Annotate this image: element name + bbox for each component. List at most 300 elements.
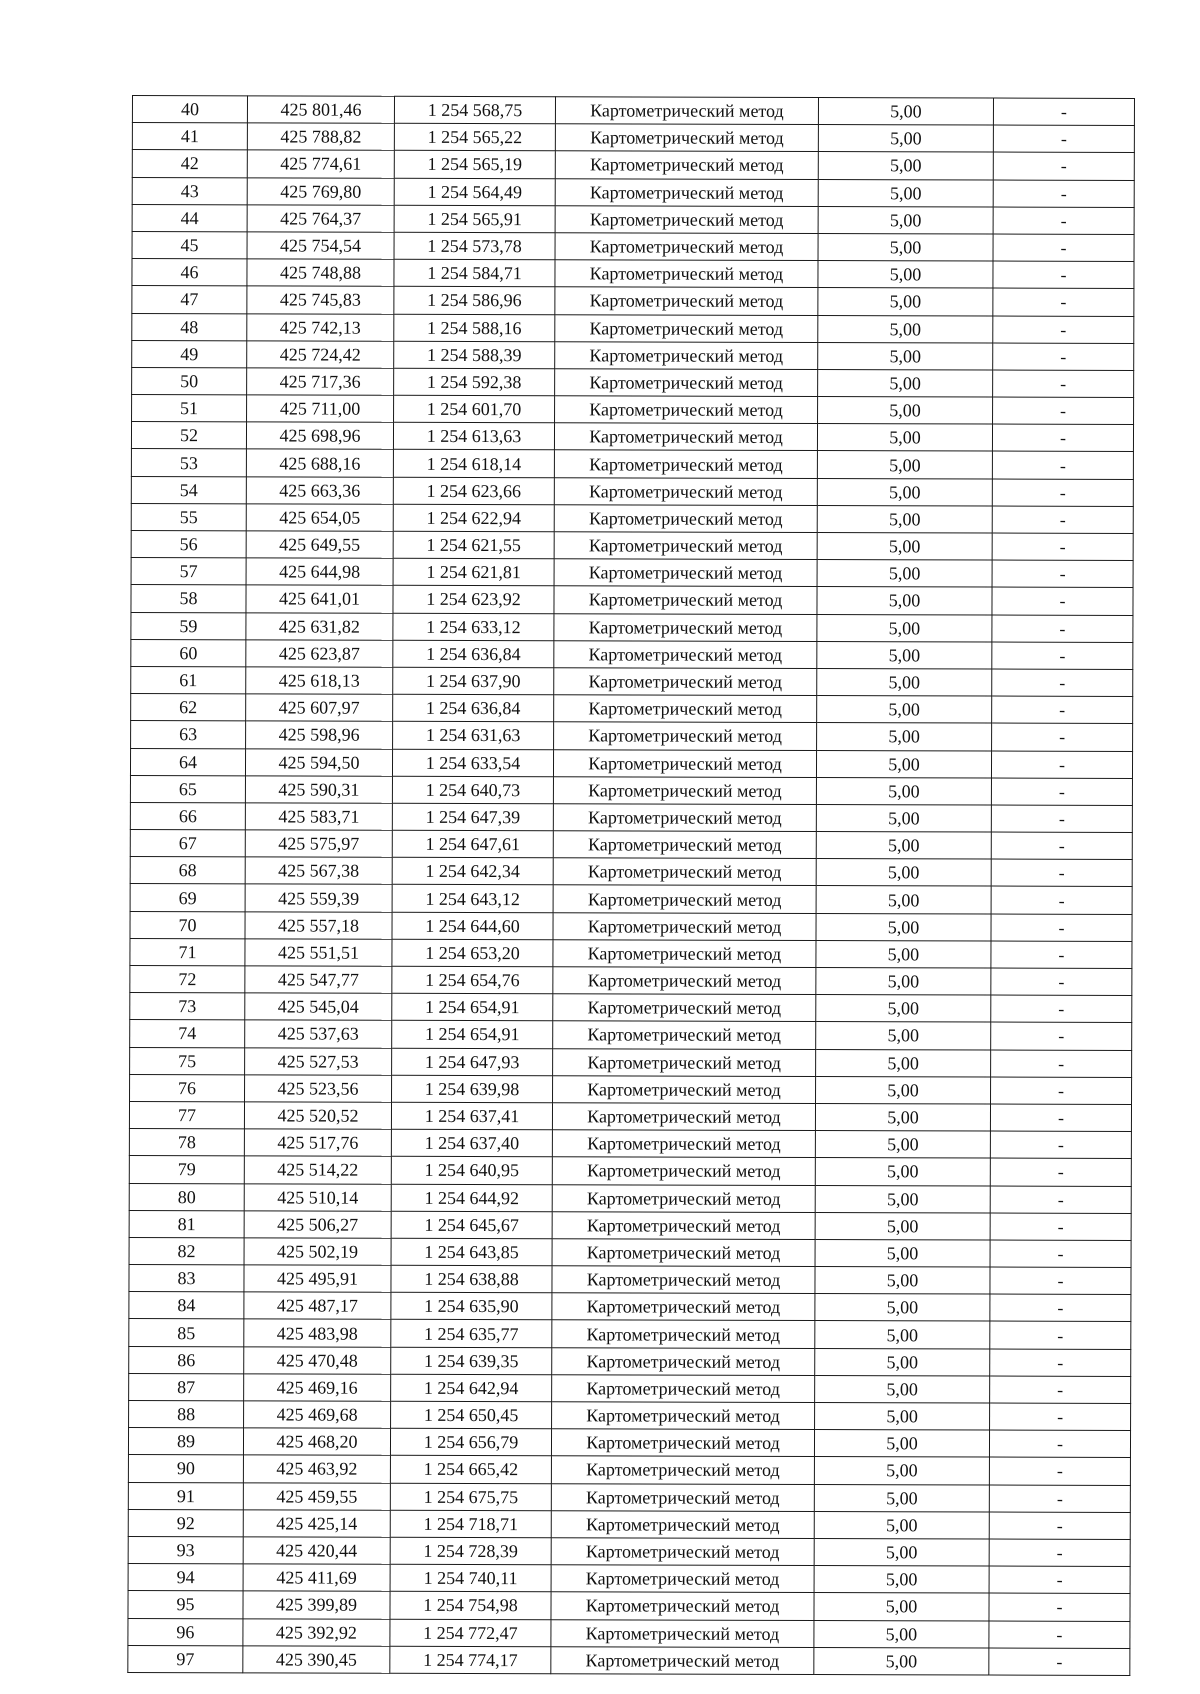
note-cell: - — [992, 451, 1133, 479]
table-row — [129, 1101, 1131, 1131]
x-coordinate-cell: 425 551,51 — [245, 939, 392, 967]
accuracy-cell: 5,00 — [816, 995, 991, 1023]
y-coordinate-cell: 1 254 754,98 — [390, 1592, 551, 1620]
y-coordinate-cell: 1 254 645,67 — [391, 1211, 552, 1239]
table-row — [128, 1591, 1130, 1621]
accuracy-cell: 5,00 — [815, 1212, 990, 1240]
note-cell: - — [990, 1213, 1131, 1241]
note-cell: - — [990, 1240, 1131, 1268]
note-cell: - — [991, 941, 1132, 969]
x-coordinate-cell: 425 463,92 — [243, 1455, 390, 1483]
table-row — [132, 123, 1134, 153]
point-number-cell: 56 — [131, 530, 246, 558]
method-cell: Картометрический метод — [555, 97, 818, 125]
accuracy-cell: 5,00 — [815, 1185, 990, 1213]
note-cell: - — [993, 98, 1134, 126]
method-cell: Картометрический метод — [553, 994, 816, 1022]
table-row — [132, 259, 1134, 289]
table-row — [128, 1536, 1130, 1566]
table-row — [130, 911, 1132, 941]
point-number-cell: 42 — [132, 150, 247, 178]
note-cell: - — [991, 805, 1132, 833]
point-number-cell: 43 — [132, 177, 247, 205]
table-row — [130, 1074, 1132, 1104]
table-row — [129, 1265, 1131, 1295]
table-row — [128, 1645, 1130, 1675]
note-cell: - — [989, 1621, 1130, 1649]
table-row — [128, 1455, 1130, 1485]
accuracy-cell: 5,00 — [817, 587, 992, 615]
table-row — [130, 857, 1132, 887]
method-cell: Картометрический метод — [554, 586, 817, 614]
table-row — [132, 150, 1134, 180]
note-cell: - — [992, 506, 1133, 534]
accuracy-cell: 5,00 — [816, 804, 991, 832]
y-coordinate-cell: 1 254 636,84 — [393, 640, 554, 668]
point-number-cell: 68 — [130, 857, 245, 885]
y-coordinate-cell: 1 254 635,90 — [391, 1293, 552, 1321]
x-coordinate-cell: 425 748,88 — [247, 259, 394, 287]
table-row — [132, 367, 1134, 397]
note-cell: - — [992, 615, 1133, 643]
x-coordinate-cell: 425 547,77 — [245, 966, 392, 994]
accuracy-cell: 5,00 — [817, 668, 992, 696]
table-row — [132, 204, 1134, 234]
accuracy-cell: 5,00 — [817, 478, 992, 506]
x-coordinate-cell: 425 754,54 — [247, 232, 394, 260]
method-cell: Картометрический метод — [555, 260, 818, 288]
note-cell: - — [993, 261, 1134, 289]
y-coordinate-cell: 1 254 654,76 — [392, 966, 553, 994]
y-coordinate-cell: 1 254 653,20 — [392, 939, 553, 967]
y-coordinate-cell: 1 254 740,11 — [390, 1564, 551, 1592]
x-coordinate-cell: 425 468,20 — [243, 1428, 390, 1456]
note-cell: - — [993, 180, 1134, 208]
method-cell: Картометрический метод — [553, 749, 816, 777]
method-cell: Картометрический метод — [553, 804, 816, 832]
y-coordinate-cell: 1 254 588,16 — [394, 314, 555, 342]
table-row — [131, 530, 1133, 560]
table-row — [131, 503, 1133, 533]
note-cell: - — [993, 316, 1134, 344]
note-cell: - — [989, 1566, 1130, 1594]
point-number-cell: 86 — [129, 1346, 244, 1374]
accuracy-cell: 5,00 — [814, 1484, 989, 1512]
y-coordinate-cell: 1 254 637,41 — [391, 1102, 552, 1130]
point-number-cell: 64 — [130, 748, 245, 776]
x-coordinate-cell: 425 623,87 — [246, 640, 393, 668]
point-number-cell: 79 — [129, 1156, 244, 1184]
method-cell: Картометрический метод — [554, 532, 817, 560]
x-coordinate-cell: 425 483,98 — [244, 1319, 391, 1347]
accuracy-cell: 5,00 — [818, 369, 993, 397]
accuracy-cell: 5,00 — [815, 1294, 990, 1322]
table-row — [128, 1482, 1130, 1512]
y-coordinate-cell: 1 254 665,42 — [390, 1456, 551, 1484]
y-coordinate-cell: 1 254 650,45 — [391, 1401, 552, 1429]
y-coordinate-cell: 1 254 654,91 — [392, 993, 553, 1021]
y-coordinate-cell: 1 254 640,95 — [391, 1157, 552, 1185]
method-cell: Картометрический метод — [555, 124, 818, 152]
accuracy-cell: 5,00 — [818, 288, 993, 316]
method-cell: Картометрический метод — [552, 1266, 815, 1294]
x-coordinate-cell: 425 502,19 — [244, 1238, 391, 1266]
note-cell: - — [992, 479, 1133, 507]
x-coordinate-cell: 425 510,14 — [244, 1183, 391, 1211]
method-cell: Картометрический метод — [554, 722, 817, 750]
y-coordinate-cell: 1 254 565,19 — [394, 151, 555, 179]
y-coordinate-cell: 1 254 654,91 — [392, 1021, 553, 1049]
table-row — [132, 395, 1134, 425]
table-row — [131, 585, 1133, 615]
y-coordinate-cell: 1 254 642,94 — [391, 1374, 552, 1402]
table-row — [131, 476, 1133, 506]
method-cell: Картометрический метод — [552, 1103, 815, 1131]
table-row — [131, 449, 1133, 479]
point-number-cell: 96 — [128, 1618, 243, 1646]
method-cell: Картометрический метод — [555, 233, 818, 261]
note-cell: - — [992, 696, 1133, 724]
y-coordinate-cell: 1 254 565,91 — [394, 205, 555, 233]
table-row — [132, 231, 1134, 261]
accuracy-cell: 5,00 — [815, 1403, 990, 1431]
y-coordinate-cell: 1 254 618,14 — [393, 450, 554, 478]
x-coordinate-cell: 425 598,96 — [246, 721, 393, 749]
point-number-cell: 88 — [129, 1400, 244, 1428]
method-cell: Картометрический метод — [555, 341, 818, 369]
point-number-cell: 54 — [131, 476, 246, 504]
accuracy-cell: 5,00 — [815, 1348, 990, 1376]
accuracy-cell: 5,00 — [818, 179, 993, 207]
y-coordinate-cell: 1 254 643,85 — [391, 1238, 552, 1266]
y-coordinate-cell: 1 254 592,38 — [394, 368, 555, 396]
point-number-cell: 81 — [129, 1210, 244, 1238]
method-cell: Картометрический метод — [553, 1076, 816, 1104]
x-coordinate-cell: 425 631,82 — [246, 612, 393, 640]
table-row — [131, 558, 1133, 588]
y-coordinate-cell: 1 254 621,81 — [393, 558, 554, 586]
point-number-cell: 74 — [130, 1020, 245, 1048]
accuracy-cell: 5,00 — [815, 1131, 990, 1159]
y-coordinate-cell: 1 254 656,79 — [390, 1428, 551, 1456]
method-cell: Картометрический метод — [552, 1402, 815, 1430]
method-cell: Картометрический метод — [551, 1592, 814, 1620]
y-coordinate-cell: 1 254 643,12 — [392, 885, 553, 913]
table-row — [128, 1428, 1130, 1458]
point-number-cell: 87 — [129, 1373, 244, 1401]
method-cell: Картометрический метод — [553, 831, 816, 859]
note-cell: - — [992, 669, 1133, 697]
note-cell: - — [990, 1267, 1131, 1295]
x-coordinate-cell: 425 745,83 — [247, 286, 394, 314]
accuracy-cell: 5,00 — [815, 1321, 990, 1349]
point-number-cell: 78 — [129, 1129, 244, 1157]
y-coordinate-cell: 1 254 623,92 — [393, 586, 554, 614]
table-row — [130, 965, 1132, 995]
y-coordinate-cell: 1 254 637,40 — [391, 1129, 552, 1157]
table-row — [129, 1292, 1131, 1322]
y-coordinate-cell: 1 254 772,47 — [390, 1619, 551, 1647]
note-cell: - — [990, 1376, 1131, 1404]
table-row — [129, 1346, 1131, 1376]
note-cell: - — [990, 1403, 1131, 1431]
note-cell: - — [993, 343, 1134, 371]
table-row — [132, 340, 1134, 370]
point-number-cell: 60 — [131, 639, 246, 667]
x-coordinate-cell: 425 801,46 — [247, 96, 394, 124]
method-cell: Картометрический метод — [552, 1347, 815, 1375]
note-cell: - — [989, 1539, 1130, 1567]
point-number-cell: 94 — [128, 1564, 243, 1592]
x-coordinate-cell: 425 567,38 — [245, 857, 392, 885]
x-coordinate-cell: 425 594,50 — [245, 748, 392, 776]
note-cell: - — [989, 1593, 1130, 1621]
y-coordinate-cell: 1 254 601,70 — [394, 395, 555, 423]
accuracy-cell: 5,00 — [816, 859, 991, 887]
y-coordinate-cell: 1 254 644,60 — [392, 912, 553, 940]
accuracy-cell: 5,00 — [816, 1076, 991, 1104]
x-coordinate-cell: 425 774,61 — [247, 150, 394, 178]
x-coordinate-cell: 425 537,63 — [245, 1020, 392, 1048]
x-coordinate-cell: 425 698,96 — [246, 422, 393, 450]
point-number-cell: 44 — [132, 204, 247, 232]
point-number-cell: 59 — [131, 612, 246, 640]
table-row — [130, 748, 1132, 778]
point-number-cell: 76 — [130, 1074, 245, 1102]
point-number-cell: 52 — [131, 422, 246, 450]
y-coordinate-cell: 1 254 635,77 — [391, 1320, 552, 1348]
point-number-cell: 58 — [131, 585, 246, 613]
table-row — [128, 1509, 1130, 1539]
note-cell: - — [991, 1050, 1132, 1078]
accuracy-cell: 5,00 — [818, 152, 993, 180]
point-number-cell: 90 — [128, 1455, 243, 1483]
table-row — [131, 694, 1133, 724]
note-cell: - — [993, 370, 1134, 398]
point-number-cell: 63 — [131, 721, 246, 749]
x-coordinate-cell: 425 788,82 — [247, 123, 394, 151]
method-cell: Картометрический метод — [554, 668, 817, 696]
x-coordinate-cell: 425 420,44 — [243, 1537, 390, 1565]
note-cell: - — [990, 1158, 1131, 1186]
accuracy-cell: 5,00 — [816, 968, 991, 996]
y-coordinate-cell: 1 254 573,78 — [394, 232, 555, 260]
point-number-cell: 41 — [132, 123, 247, 151]
method-cell: Картометрический метод — [553, 912, 816, 940]
method-cell: Картометрический метод — [553, 776, 816, 804]
x-coordinate-cell: 425 557,18 — [245, 911, 392, 939]
x-coordinate-cell: 425 583,71 — [245, 803, 392, 831]
x-coordinate-cell: 425 618,13 — [246, 667, 393, 695]
point-number-cell: 95 — [128, 1591, 243, 1619]
y-coordinate-cell: 1 254 774,17 — [390, 1646, 551, 1674]
point-number-cell: 47 — [132, 286, 247, 314]
table-row — [132, 286, 1134, 316]
note-cell: - — [989, 1648, 1130, 1676]
y-coordinate-cell: 1 254 642,34 — [392, 858, 553, 886]
x-coordinate-cell: 425 663,36 — [246, 476, 393, 504]
x-coordinate-cell: 425 559,39 — [245, 884, 392, 912]
y-coordinate-cell: 1 254 647,39 — [392, 803, 553, 831]
accuracy-cell: 5,00 — [817, 723, 992, 751]
coordinate-table — [127, 95, 1135, 1676]
method-cell: Картометрический метод — [554, 477, 817, 505]
table-row — [131, 422, 1133, 452]
accuracy-cell: 5,00 — [814, 1647, 989, 1675]
method-cell: Картометрический метод — [554, 695, 817, 723]
accuracy-cell: 5,00 — [815, 1103, 990, 1131]
accuracy-cell: 5,00 — [816, 886, 991, 914]
accuracy-cell: 5,00 — [815, 1375, 990, 1403]
x-coordinate-cell: 425 470,48 — [244, 1346, 391, 1374]
method-cell: Картометрический метод — [555, 151, 818, 179]
accuracy-cell: 5,00 — [816, 777, 991, 805]
point-number-cell: 77 — [129, 1101, 244, 1129]
point-number-cell: 49 — [132, 340, 247, 368]
point-number-cell: 40 — [132, 96, 247, 124]
x-coordinate-cell: 425 590,31 — [245, 776, 392, 804]
table-row — [129, 1183, 1131, 1213]
method-cell: Картометрический метод — [552, 1320, 815, 1348]
note-cell: - — [990, 1321, 1131, 1349]
x-coordinate-cell: 425 469,16 — [244, 1374, 391, 1402]
point-number-cell: 50 — [132, 367, 247, 395]
accuracy-cell: 5,00 — [816, 750, 991, 778]
method-cell: Картометрический метод — [555, 178, 818, 206]
note-cell: - — [991, 832, 1132, 860]
note-cell: - — [991, 1022, 1132, 1050]
table-row — [129, 1237, 1131, 1267]
y-coordinate-cell: 1 254 568,75 — [394, 96, 555, 124]
method-cell: Картометрический метод — [555, 369, 818, 397]
y-coordinate-cell: 1 254 621,55 — [393, 531, 554, 559]
note-cell: - — [990, 1131, 1131, 1159]
accuracy-cell: 5,00 — [815, 1267, 990, 1295]
accuracy-cell: 5,00 — [816, 1049, 991, 1077]
method-cell: Картометрический метод — [554, 641, 817, 669]
x-coordinate-cell: 425 641,01 — [246, 585, 393, 613]
point-number-cell: 46 — [132, 259, 247, 287]
x-coordinate-cell: 425 517,76 — [244, 1129, 391, 1157]
table-row — [130, 938, 1132, 968]
x-coordinate-cell: 425 649,55 — [246, 531, 393, 559]
accuracy-cell: 5,00 — [816, 940, 991, 968]
table-row — [129, 1319, 1131, 1349]
note-cell: - — [992, 560, 1133, 588]
point-number-cell: 69 — [130, 884, 245, 912]
note-cell: - — [991, 751, 1132, 779]
x-coordinate-cell: 425 654,05 — [246, 504, 393, 532]
method-cell: Картометрический метод — [555, 206, 818, 234]
coordinate-table-body — [128, 96, 1135, 1676]
note-cell: - — [991, 886, 1132, 914]
accuracy-cell: 5,00 — [814, 1620, 989, 1648]
method-cell: Картометрический метод — [552, 1157, 815, 1185]
note-cell: - — [993, 397, 1134, 425]
point-number-cell: 84 — [129, 1292, 244, 1320]
point-number-cell: 89 — [128, 1428, 243, 1456]
point-number-cell: 71 — [130, 938, 245, 966]
y-coordinate-cell: 1 254 622,94 — [393, 504, 554, 532]
accuracy-cell: 5,00 — [814, 1430, 989, 1458]
note-cell: - — [991, 995, 1132, 1023]
note-cell: - — [990, 1294, 1131, 1322]
x-coordinate-cell: 425 724,42 — [247, 341, 394, 369]
table-row — [130, 993, 1132, 1023]
y-coordinate-cell: 1 254 636,84 — [393, 694, 554, 722]
accuracy-cell: 5,00 — [818, 261, 993, 289]
method-cell: Картометрический метод — [552, 1375, 815, 1403]
method-cell: Картометрический метод — [553, 1021, 816, 1049]
table-row — [131, 612, 1133, 642]
y-coordinate-cell: 1 254 633,54 — [392, 749, 553, 777]
y-coordinate-cell: 1 254 623,66 — [393, 477, 554, 505]
x-coordinate-cell: 425 411,69 — [243, 1564, 390, 1592]
note-cell: - — [989, 1430, 1130, 1458]
accuracy-cell: 5,00 — [814, 1538, 989, 1566]
accuracy-cell: 5,00 — [818, 233, 993, 261]
point-number-cell: 55 — [131, 503, 246, 531]
accuracy-cell: 5,00 — [815, 1239, 990, 1267]
method-cell: Картометрический метод — [551, 1456, 814, 1484]
accuracy-cell: 5,00 — [814, 1566, 989, 1594]
table-row — [129, 1400, 1131, 1430]
x-coordinate-cell: 425 575,97 — [245, 830, 392, 858]
y-coordinate-cell: 1 254 613,63 — [393, 423, 554, 451]
x-coordinate-cell: 425 523,56 — [245, 1075, 392, 1103]
table-row — [129, 1373, 1131, 1403]
y-coordinate-cell: 1 254 718,71 — [390, 1510, 551, 1538]
point-number-cell: 48 — [132, 313, 247, 341]
y-coordinate-cell: 1 254 644,92 — [391, 1184, 552, 1212]
x-coordinate-cell: 425 514,22 — [244, 1156, 391, 1184]
y-coordinate-cell: 1 254 647,61 — [392, 830, 553, 858]
y-coordinate-cell: 1 254 586,96 — [394, 287, 555, 315]
note-cell: - — [992, 642, 1133, 670]
note-cell: - — [993, 207, 1134, 235]
note-cell: - — [993, 125, 1134, 153]
x-coordinate-cell: 425 742,13 — [247, 313, 394, 341]
note-cell: - — [992, 533, 1133, 561]
method-cell: Картометрический метод — [555, 287, 818, 315]
method-cell: Картометрический метод — [554, 505, 817, 533]
accuracy-cell: 5,00 — [818, 98, 993, 126]
x-coordinate-cell: 425 459,55 — [243, 1482, 390, 1510]
y-coordinate-cell: 1 254 565,22 — [394, 123, 555, 151]
point-number-cell: 73 — [130, 993, 245, 1021]
method-cell: Картометрический метод — [552, 1184, 815, 1212]
accuracy-cell: 5,00 — [818, 397, 993, 425]
note-cell: - — [992, 723, 1133, 751]
accuracy-cell: 5,00 — [817, 696, 992, 724]
method-cell: Картометрический метод — [551, 1619, 814, 1647]
table-row — [130, 1047, 1132, 1077]
point-number-cell: 62 — [131, 694, 246, 722]
note-cell: - — [991, 778, 1132, 806]
table-row — [130, 830, 1132, 860]
point-number-cell: 80 — [129, 1183, 244, 1211]
method-cell: Картометрический метод — [553, 1048, 816, 1076]
method-cell: Картометрический метод — [553, 967, 816, 995]
table-row — [132, 177, 1134, 207]
method-cell: Картометрический метод — [554, 613, 817, 641]
point-number-cell: 53 — [131, 449, 246, 477]
method-cell: Картометрический метод — [553, 858, 816, 886]
y-coordinate-cell: 1 254 639,98 — [392, 1075, 553, 1103]
note-cell: - — [993, 152, 1134, 180]
table-row — [129, 1156, 1131, 1186]
point-number-cell: 67 — [130, 830, 245, 858]
